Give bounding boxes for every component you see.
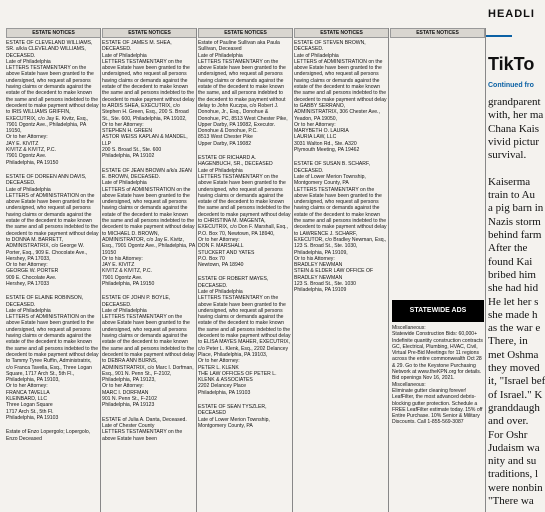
article-line: traditions, l <box>488 468 539 481</box>
column-divider <box>292 28 293 512</box>
article-line: with, her ma <box>488 109 544 122</box>
estate-notice: ESTATE OF ROBERT MAYES, DECEASED. Late of Philadelphia LETTERS TESTAMENTARY on the above Estate have been granted to the undersigned, who request all persons having claims or demands against the estate of the decedent to make known the same and all persons indebted to the decedent to make payment without delay to ELISA MAYES MAHER, EXECUTRIX, c/o Peter L. Klenk, Esq., 2202 Delancey Place, Philadelphia, PA 19103, Or to her Attorney: PETER L. KLENK THE LAW OFFICES OF PETER L. KLENK & ASSOCIATES 2202 Delancey Place Philadelphia, PA 19103 <box>198 276 291 396</box>
article-line: "There wa <box>488 495 534 507</box>
estate-notice: ESTATE OF ELAINE ROBINSON, DECEASED. Late of Philadelphia LETTERS of ADMINISTRATION on the above Estate have been granted to the undersigned, who request all persons having claims or demands against the estate of the decedent to make known the same and all persons indebted to the decedent to make payment without delay to Tammy Tyree Ruffin, Administratrix, c/o Franca Tavella, Esq., Three Logan Square, 1717 Arch St., 5th Fl., Philadelphia, PA 19103, Or to her Attorney: FRANCA TAVELLA KLEINBARD, LLC Three Logan Square 1717 Arch St., 5th Fl. Philadelphia, PA 19103 <box>6 295 99 421</box>
estate-notice: ESTATE OF SUSAN B. SCHARF, DECEASED. Late of Lower Merion Township, Montgomery County, PA LETTERS TESTAMENTARY on the above Estate have been granted to the undersigned, who request all persons having claims or demands against the estate of the decedent to make known the same and all persons indebted to the decedent to make payment without delay to LAWRENCE J. SCHARF, EXECUTOR, c/o Bradley Newman, Esq., 123 S. Broad St., Ste. 1030, Philadelphia, PA 19109, Or to his Attorney: BRADLEY NEWMAN STEIN & ELDER LAW OFFICE OF BRADLEY NEWMAN 123 S. Broad St., Ste. 1030 Philadelphia, PA 19109 <box>294 161 387 294</box>
estate-notice: ESTATE OF SEAN TYSZLER, DECEASED Late of Lower Merion Township, Montgomery County, PA <box>198 404 270 429</box>
column-header: ESTATE NOTICES <box>390 28 485 38</box>
article-line: nity and su <box>488 455 537 468</box>
article-line: were nonbin <box>488 481 543 494</box>
article-line: There, in <box>488 335 528 348</box>
column-divider <box>388 28 389 512</box>
article-line: found Kai <box>488 255 533 268</box>
column-divider <box>100 28 101 512</box>
section-label: HEADLI <box>488 8 535 20</box>
estate-notice: ESTATE OF CLEVELAND WILLIAMS, SR. a/k/a CLEVELAND WILLIAMS, DECEASED. Late of Philadelphia LETTERS TESTAMENTARY on the above Estate have been granted to the undersigned, who request all persons having claims or demands against the estate of the decedent to make known the same and all persons indebted to the decedent to make payment without delay to IRIS WILLIAMS GRIFFIN, EXECUTRIX, c/o Jay E. Kivitz, Esq., 7901 Ogontz Ave., Philadelphia, PA 19150, Or to her Attorney: JAY E. KIVITZ KIVITZ & KIVITZ, P.C. 7901 Ogontz Ave. Philadelphia, PA 19150 <box>6 40 99 166</box>
article-line: Chana Kais <box>488 122 540 135</box>
article-line: Kaiserma <box>488 175 531 188</box>
column-header: ESTATE NOTICES <box>102 28 197 38</box>
statewide-ads-header: STATEWIDE ADS <box>392 300 484 322</box>
article-line: He let her s <box>488 295 539 308</box>
estate-notice: Estate of Enzo Lopergolo; Lopergolo, Enzo Deceased <box>6 429 91 442</box>
notices-column-2 <box>102 40 195 450</box>
article-line: vivid pictur <box>488 135 540 148</box>
article-title: TikTo <box>488 54 535 74</box>
column-header: ESTATE NOTICES <box>294 28 389 38</box>
estate-notice: ESTATE OF DOREEN ANN DAVIS, DECEASED. Late of Philadelphia LETTERS of ADMINISTRATION on the above Estate have been granted to the undersigned, who request all persons having claims or demands against the estate of the decedent to make known the same and all persons indebted to the decedent to make payment without delay to DONNA M. BARRETT, ADMINISTRATRIX, c/o George W. Porter, Esq., 909 E. Chocolate Ave., Hershey, PA 17033, Or to her Attorney: GEORGE W. PORTER 909 E. Chocolate Ave. Hershey, PA 17033 <box>6 173 99 287</box>
article-line: survival. <box>488 149 527 162</box>
article-line: bribed him <box>488 268 536 281</box>
column-header: ESTATE NOTICES <box>6 28 101 38</box>
estate-notice: ESTATE of Julia A. Danta, Deceased. Late of Chester County LETTERS TESTAMENTARY on the above Estate have been <box>102 416 187 442</box>
article-line: grandparent <box>488 96 541 108</box>
article-line: granddaugh <box>488 401 540 414</box>
estate-notice: ESTATE OF JOHN P. BOYLE, DECEASED. Late of Philadelphia LETTERS TESTAMENTARY on the above Estate have been granted to the undersigned, who request all persons having claims or demands against the estate of the decedent to make known the same and all persons indebted to the decedent to make payment without delay to DEBRA ANN BURNS, ADMINISTRATRIX, c/o Marc I. Dorfman, Esq., 901 N. Penn St., F-2102, Philadelphia, PA 19123, Or to her Attorney: MARC I. DORFMAN 901 N. Penn St., F-2102 Philadelphia, PA 19123 <box>102 295 195 409</box>
notices-column-3 <box>198 40 291 437</box>
article-line: she made h <box>488 308 538 321</box>
article-line: Nazis storm <box>488 215 541 228</box>
estate-notice: ESTATE OF JAMES M. SHEA, DECEASED. Late of Philadelphia LETTERS TESTAMENTARY on the above Estate have been granted to the undersigned, who request all persons having claims or demands against the estate of the decedent to make known the same and all persons indebted to the decedent to make payment without delay to ARDIS SHEA, EXECUTRIX, c/o Stephen H. Green, Esq., 200 S. Broad St., Ste. 600, Philadelphia, PA 19102, Or to her Attorney: STEPHEN H. GREEN ASTOR WEISS KAPLAN & MANDEL, LLP 200 S. Broad St., Ste. 600 Philadelphia, PA 19102 <box>102 40 195 160</box>
article-line: they moved <box>488 362 540 374</box>
column-header: ESTATE NOTICES <box>198 28 293 38</box>
estate-notice: ESTATE OF STEVEN BROWN, DECEASED. Late of Philadelphia LETTERS of ADMINISTRATION on the above Estate have been granted to the undersigned, who request all persons having claims or demands against the estate of the decedent to make known the same and all persons indebted to the decedent to make payment without delay to GABBY SERRANO, ADMINISTRATRIX, 306 Chester Ave., Yeadon, PA 19050, Or to her Attorney: MARYBETH O. LAURIA LAURIA LAW, LLC 3031 Walton Rd., Ste. A320 Plymouth Meeting, PA 19462 <box>294 40 387 154</box>
article-line: a pig barn in <box>488 202 544 215</box>
estate-notice: ESTATE OF RICHARD A. HAGENBUCH, SR., DECEASED Late of Philadelphia LETTERS TESTAMENTARY on the above Estate have been granted to the undersigned, who request all persons having claims or demands against the estate of the decedent to make known the same and all persons indebted to the decedent to make payment without delay to CHRISTINA M. MAGENTA, EXECUTRIX, c/o Don F. Marshall, Esq., P.O. Box 70, Newtown, PA 18940, Or to her Attorney: DON F. MARSHALL STUCKERT AND YATES P.O. Box 70 Newtown, PA 18940 <box>198 155 291 269</box>
estate-notice: ESTATE OF JEAN BROWN a/k/a JEAN E. BROWN, DECEASED. Late of Philadelphia LETTERS of ADMINISTRATION on the above Estate have been granted to the undersigned, who request all persons having claims or demands against the estate of the decedent to make known the same and all persons indebted to the decedent to make payment without delay to MICHAEL D. BROWN, ADMINISTRATOR, c/o Jay E. Kivitz, Esq., 7901 Ogontz Ave., Philadelphia, PA 19150 Or to his Attorney: JAY E. KIVITZ KIVITZ & KIVITZ, P.C. 7901 Ogontz Ave. Philadelphia, PA 19150 <box>102 167 195 287</box>
article-line: train to Au <box>488 189 536 202</box>
section-rule <box>486 35 512 37</box>
article-line: it, "Israel bef <box>488 375 545 388</box>
article-line: as the war e <box>488 322 541 335</box>
article-line: Judaism wa <box>488 441 540 454</box>
article-line: met Oshma <box>488 348 539 361</box>
article-line: behind farm <box>488 229 542 241</box>
article-line: After the <box>488 242 528 255</box>
estate-notice: Estate of Pauline Sullivan aka Paula Sullivan, Deceased Late of Philadelphia LETTERS TESTAMENTARY on the above Estate have been granted to the undersigned, who request all persons having claims or demands against the estate of the decedent to make known the same, and all persons indebted to the decedent to make payment without delay to John Kuczpa, c/o Robert J. Donohue, Jr., Esq., Donohue & Donohue, PC, 8513 West Chester Pike, Upper Darby, PA 19082, Executor. Donohue & Donohue, P.C. 8513 West Chester Pike Upper Darby, PA 19082 <box>198 40 288 147</box>
continued-from-label: Continued fro <box>488 82 534 89</box>
article-line: of Israel." K <box>488 388 543 401</box>
statewide-ads-body: Miscellaneous: Statewide Construction Bids: 60,000+ Indefinite quantity construction contracts GC, Electrical, Plumbing, HVAC, Civil, Virtual Pre-Bid Meetings for 11 regions across the entire commonwealth Oct 28 & 29. Go to the Keystone Purchasing Network at www.theKPN.org for details. Bid openings Nov 16, 2021. Miscellaneous: Eliminate gutter cleaning forever! LeafFilter, the most advanced debris-blocking gutter protection. Schedule a FREE LeafFilter estimate today. 15% off Entire Purchase. 10% Senior & Military Discounts. Call 1-855-569-3087 <box>392 325 483 426</box>
notices-column-4 <box>294 40 387 302</box>
article-line: she had hid <box>488 282 539 295</box>
column-divider <box>196 28 197 512</box>
article-line: For Oshr <box>488 428 528 441</box>
notices-column-1 <box>6 40 99 450</box>
article-line: and over. <box>488 415 529 428</box>
